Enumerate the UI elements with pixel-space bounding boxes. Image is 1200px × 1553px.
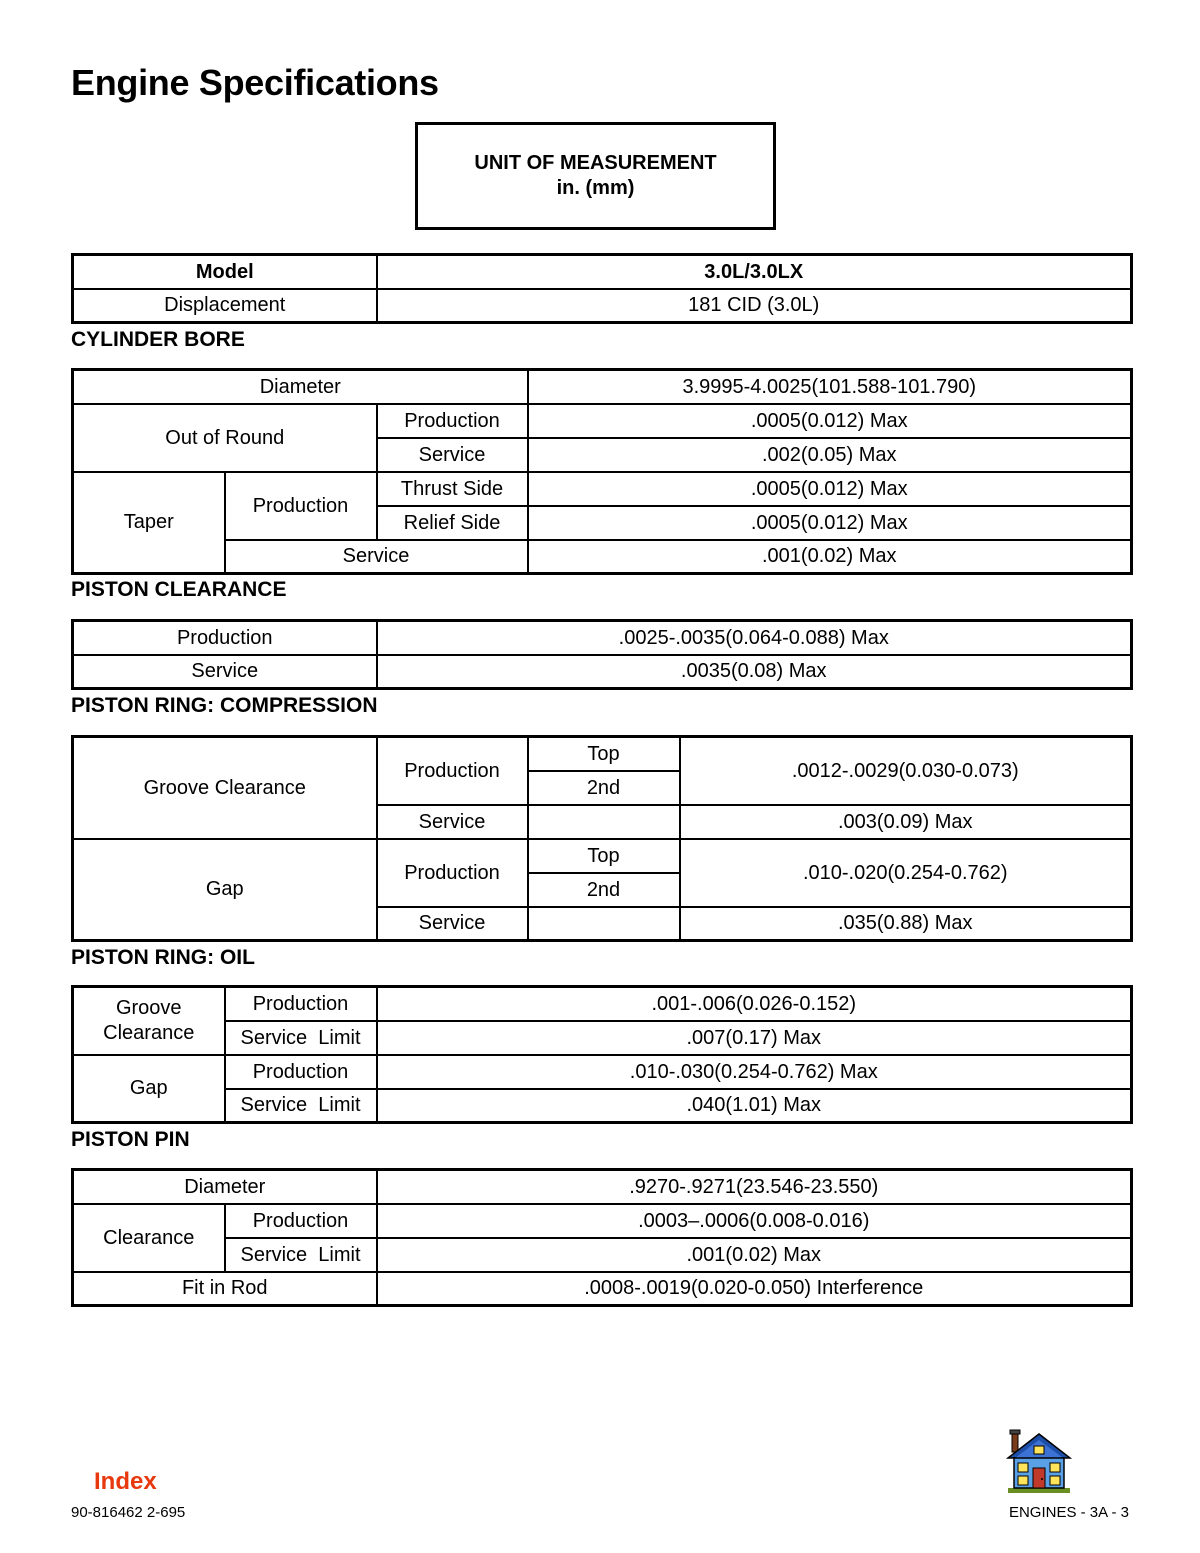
pc-production-value: .0025-.0035(0.064-0.088) Max	[377, 621, 1132, 655]
oil-groove-production-value: .001-.006(0.026-0.152)	[377, 987, 1132, 1021]
groove-production-label: Production	[377, 737, 528, 805]
unit-box-line2: in. (mm)	[556, 177, 635, 199]
oil-groove-production-label: Production	[225, 987, 377, 1021]
page-title: Engine Specifications	[71, 62, 439, 103]
groove-production-value: .0012-.0029(0.030-0.073)	[680, 737, 1132, 805]
oil-gap-label: Gap	[73, 1055, 225, 1123]
oor-production-label: Production	[377, 404, 528, 438]
pc-service-label: Service	[73, 655, 377, 689]
unit-box-line1: UNIT OF MEASUREMENT	[474, 152, 717, 174]
diameter-value: 3.9995-4.0025(101.588-101.790)	[528, 370, 1132, 404]
house-icon[interactable]	[1006, 1428, 1072, 1494]
oor-production-value: .0005(0.012) Max	[528, 404, 1132, 438]
pin-diameter-label: Diameter	[73, 1170, 377, 1204]
taper-service-value: .001(0.02) Max	[528, 540, 1132, 574]
groove-service-value: .003(0.09) Max	[680, 805, 1132, 839]
document-number: 90-816462 2-695	[71, 1504, 186, 1521]
unit-of-measurement-box	[415, 122, 776, 230]
cylinder-bore-table	[71, 368, 1133, 575]
oil-groove-service-label: Service Limit	[225, 1021, 377, 1055]
oil-groove-label-line2: Clearance	[103, 1021, 195, 1044]
oor-service-value: .002(0.05) Max	[528, 438, 1132, 472]
oor-service-label: Service	[377, 438, 528, 472]
oil-gap-production-value: .010-.030(0.254-0.762) Max	[377, 1055, 1132, 1089]
oil-groove-clearance-label	[73, 987, 225, 1055]
oil-groove-label-line1: Groove	[115, 996, 182, 1019]
relief-side-value: .0005(0.012) Max	[528, 506, 1132, 540]
displacement-label: Displacement	[73, 289, 377, 323]
gap-service-value: .035(0.88) Max	[680, 907, 1132, 941]
ring-compression-table	[71, 735, 1133, 942]
gap-production-value: .010-.020(0.254-0.762)	[680, 839, 1132, 907]
gap-top-label: Top	[528, 839, 680, 873]
model-value: 3.0L/3.0LX	[377, 255, 1132, 289]
cylinder-bore-heading: CYLINDER BORE	[71, 328, 245, 351]
displacement-value: 181 CID (3.0L)	[377, 289, 1132, 323]
piston-clearance-heading: PISTON CLEARANCE	[71, 578, 287, 601]
out-of-round-label: Out of Round	[73, 404, 377, 472]
ring-compression-heading: PISTON RING: COMPRESSION	[71, 694, 378, 717]
pin-service-value: .001(0.02) Max	[377, 1238, 1132, 1272]
model-table	[71, 253, 1133, 324]
oil-gap-service-label: Service Limit	[225, 1089, 377, 1123]
groove-top-label: Top	[528, 737, 680, 771]
gap-service-label: Service	[377, 907, 528, 941]
oil-gap-service-value: .040(1.01) Max	[377, 1089, 1132, 1123]
diameter-label: Diameter	[73, 370, 528, 404]
groove-clearance-label: Groove Clearance	[73, 737, 377, 839]
gap-2nd-label: 2nd	[528, 873, 680, 907]
gap-label: Gap	[73, 839, 377, 941]
thrust-side-label: Thrust Side	[377, 472, 528, 506]
pin-production-label: Production	[225, 1204, 377, 1238]
index-link[interactable]: Index	[94, 1468, 157, 1495]
groove-2nd-label: 2nd	[528, 771, 680, 805]
pc-production-label: Production	[73, 621, 377, 655]
oil-gap-production-label: Production	[225, 1055, 377, 1089]
relief-side-label: Relief Side	[377, 506, 528, 540]
groove-service-blank	[528, 805, 680, 839]
ring-oil-heading: PISTON RING: OIL	[71, 946, 255, 969]
pin-diameter-value: .9270-.9271(23.546-23.550)	[377, 1170, 1132, 1204]
oil-groove-service-value: .007(0.17) Max	[377, 1021, 1132, 1055]
piston-pin-table	[71, 1168, 1133, 1307]
thrust-side-value: .0005(0.012) Max	[528, 472, 1132, 506]
ring-oil-table	[71, 985, 1133, 1124]
pc-service-value: .0035(0.08) Max	[377, 655, 1132, 689]
taper-label: Taper	[73, 472, 225, 574]
pin-service-label: Service Limit	[225, 1238, 377, 1272]
taper-production-label: Production	[225, 472, 377, 540]
gap-service-blank	[528, 907, 680, 941]
taper-service-label: Service	[225, 540, 528, 574]
pin-fit-label: Fit in Rod	[73, 1272, 377, 1306]
piston-pin-heading: PISTON PIN	[71, 1128, 190, 1151]
page-footer-label: ENGINES - 3A - 3	[1008, 1504, 1129, 1521]
pin-fit-value: .0008-.0019(0.020-0.050) Interference	[377, 1272, 1132, 1306]
gap-production-label: Production	[377, 839, 528, 907]
pin-clearance-label: Clearance	[73, 1204, 225, 1272]
piston-clearance-table	[71, 619, 1133, 690]
model-label: Model	[73, 255, 377, 289]
groove-service-label: Service	[377, 805, 528, 839]
pin-production-value: .0003–.0006(0.008-0.016)	[377, 1204, 1132, 1238]
